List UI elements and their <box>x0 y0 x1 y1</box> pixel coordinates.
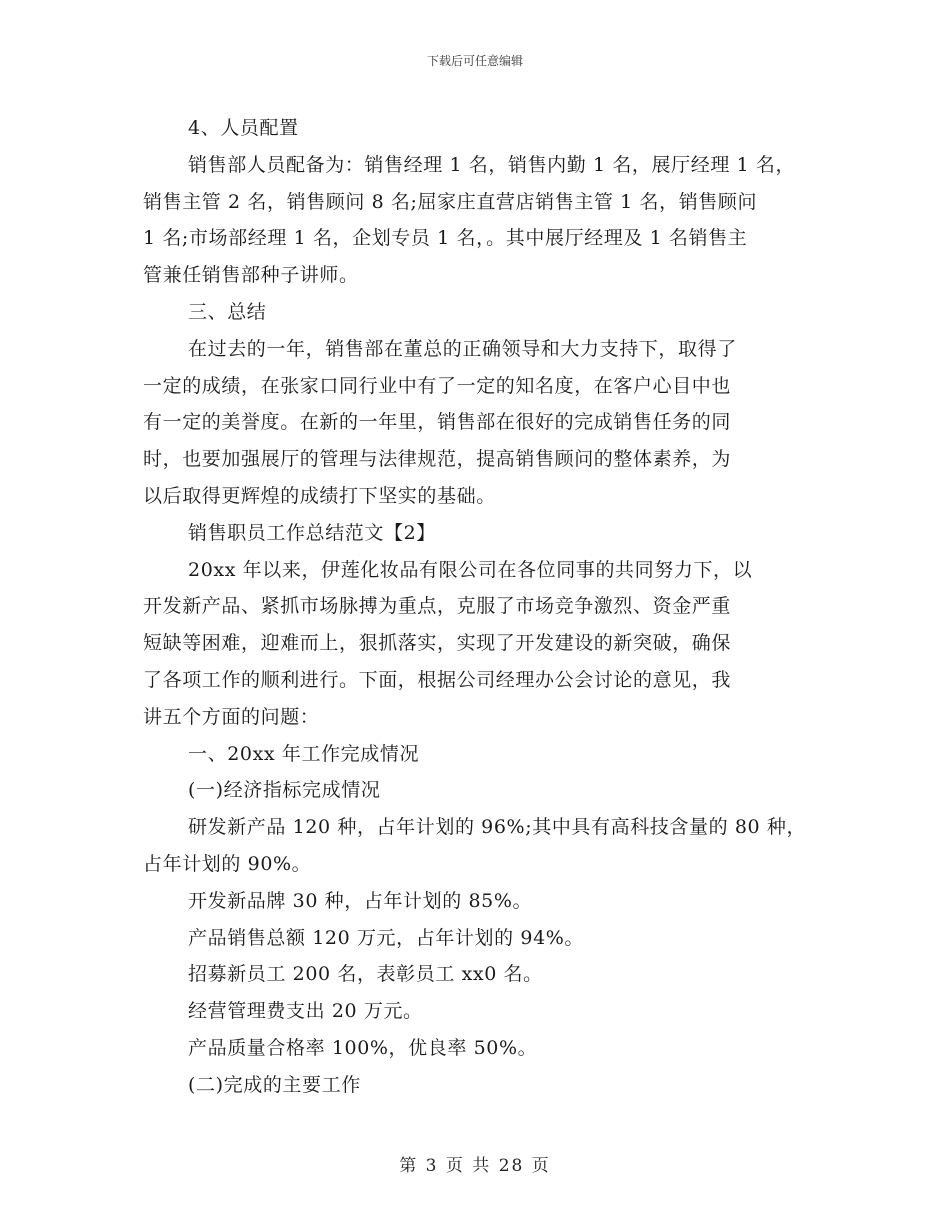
text-line: 一定的成绩，在张家口同行业中有了一定的知名度，在客户心目中也 <box>143 374 732 397</box>
text-line: 销售职员工作总结范文【2】 <box>188 521 436 544</box>
text-line: (一)经济指标完成情况 <box>188 779 381 802</box>
text-line: 研发新产品 120 种，占年计划的 96%;其中具有高科技含量的 80 种， <box>188 816 807 839</box>
text-line: (二)完成的主要工作 <box>188 1073 361 1096</box>
text-line: 三、总结 <box>188 300 267 323</box>
text-line: 讲五个方面的问题： <box>143 705 320 728</box>
text-line: 招募新员工 200 名，表彰员工 xx0 名。 <box>188 963 543 986</box>
text-line: 在过去的一年，销售部在董总的正确领导和大力支持下，取得了 <box>188 337 737 360</box>
document-body <box>143 110 843 1104</box>
text-line: 开发新产品、紧抓市场脉搏为重点，克服了市场竞争激烈、资金严重 <box>143 595 732 618</box>
text-line: 管兼任销售部种子讲师。 <box>143 264 359 287</box>
text-line: 以后取得更辉煌的成绩打下坚实的基础。 <box>143 484 496 507</box>
text-line: 产品销售总额 120 万元，占年计划的 94%。 <box>188 926 585 949</box>
text-line: 销售部人员配备为：销售经理 1 名，销售内勤 1 名，展厅经理 1 名， <box>188 153 796 176</box>
text-line: 4、人员配置 <box>188 117 299 139</box>
text-line: 销售主管 2 名，销售顾问 8 名;屈家庄直营店销售主管 1 名，销售顾问 <box>143 190 758 213</box>
text-line: 占年计划的 90%。 <box>143 852 312 875</box>
text-line: 产品质量合格率 100%，优良率 50%。 <box>188 1036 538 1059</box>
text-line: 时，也要加强展厅的管理与法律规范，提高销售顾问的整体素养，为 <box>143 448 732 471</box>
text-line: 短缺等困难，迎难而上，狠抓落实，实现了开发建设的新突破，确保 <box>143 632 732 655</box>
text-line: 有一定的美誉度。在新的一年里，销售部在很好的完成销售任务的同 <box>143 411 732 434</box>
text-line: 了各项工作的顺利进行。下面，根据公司经理办公会讨论的意见，我 <box>143 668 732 691</box>
page-header: 下载后可任意编辑 <box>426 54 523 68</box>
text-line: 开发新品牌 30 种，占年计划的 85%。 <box>188 889 533 912</box>
text-line: 经营管理费支出 20 万元。 <box>188 1000 423 1023</box>
text-line: 一、20xx 年工作完成情况 <box>188 742 420 765</box>
text-line: 20xx 年以来，伊莲化妆品有限公司在各位同事的共同努力下，以 <box>188 558 753 581</box>
text-line: 1 名;市场部经理 1 名，企划专员 1 名，。其中展厅经理及 1 名销售主 <box>143 227 748 250</box>
page-footer: 第 3 页 共 28 页 <box>399 1156 551 1176</box>
